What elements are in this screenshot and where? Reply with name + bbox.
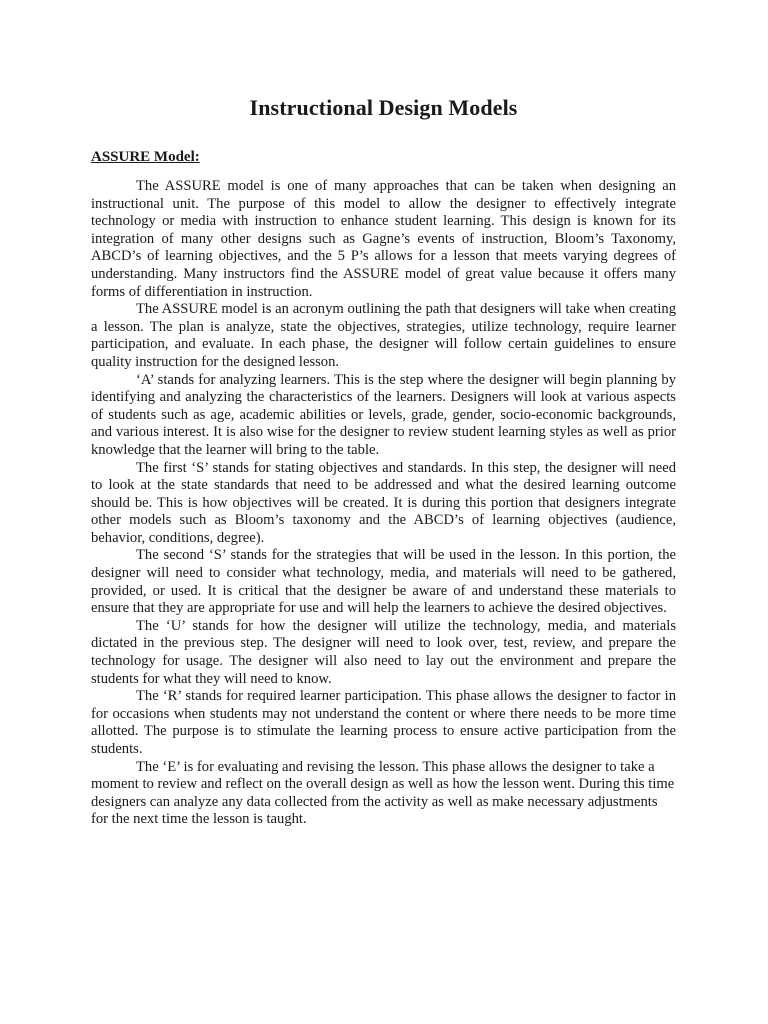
paragraph-utilize: The ‘U’ stands for how the designer will utilize the technology, media, and materials dictated in the previous step. The designer will need to look over, test, review, and prepare the technology for usage. The designer will also need to lay out the environment and prepare the students for what they will need to know. [91,617,676,687]
document-title: Instructional Design Models [249,95,518,120]
paragraph-state-objectives: The first ‘S’ stands for stating objectives and standards. In this step, the designer will need to look at the state standards that need to be addressed and what the desired learning outcome should be. This is how objectives will be created. It is during this portion that designers integrate other models such as Bloom’s taxonomy and the ABCD’s of learning objectives (audience, behavior, conditions, degree). [91,459,676,546]
paragraph-evaluate: The ‘E’ is for evaluating and revising the lesson. This phase allows the designer to take a moment to review and reflect on the overall design as well as how the lesson went. During this time designers can analyze any data collected from the activity as well as make necessary adjustments for the next time the lesson is taught. [91,758,675,828]
paragraph-acronym: The ASSURE model is an acronym outlining the path that designers will take when creating a lesson. The plan is analyze, state the objectives, strategies, utilize technology, require learner participation, and evaluate. In each phase, the designer will follow certain guidelines to ensure quality instruction for the designed lesson. [91,301,676,370]
document-body [91,178,676,829]
section-heading: ASSURE Model: [91,149,200,165]
document-page [91,93,676,829]
paragraph-intro: The ASSURE model is one of many approaches that can be taken when designing an instructional unit. The purpose of this model to allow the designer to effectively integrate technology or media with instruction to enhance student learning. This design is known for its integration of many other designs such as Gagne’s events of instruction, Bloom’s Taxonomy, ABCD’s of learning objectives, and the 5 P’s allows for a lesson that meets varying degrees of understanding. Many instructors find the ASSURE model of great value because it offers many forms of differentiation in instruction. [91,178,676,300]
paragraph-analyze: ‘A’ stands for analyzing learners. This is the step where the designer will begin planning by identifying and analyzing the characteristics of the learners. Designers will look at various aspects of students such as age, academic abilities or levels, grade, gender, socio-economic backgrounds, and various interest. It is also wise for the designer to review student learning styles as well as prior knowledge that the learner will bring to the table. [91,371,676,458]
paragraph-require-participation: The ‘R’ stands for required learner participation. This phase allows the designer to factor in for occasions when students may not understand the content or where there needs to be more time allotted. The purpose is to stimulate the learning process to ensure active participation from the students. [91,688,676,757]
paragraph-strategies: The second ‘S’ stands for the strategies that will be used in the lesson. In this portion, the designer will need to consider what technology, media, and materials will need to be gathered, provided, or used. It is critical that the designer be aware of and understand these materials to ensure that they are appropriate for use and will help the learners to achieve the desired objectives. [91,547,676,617]
